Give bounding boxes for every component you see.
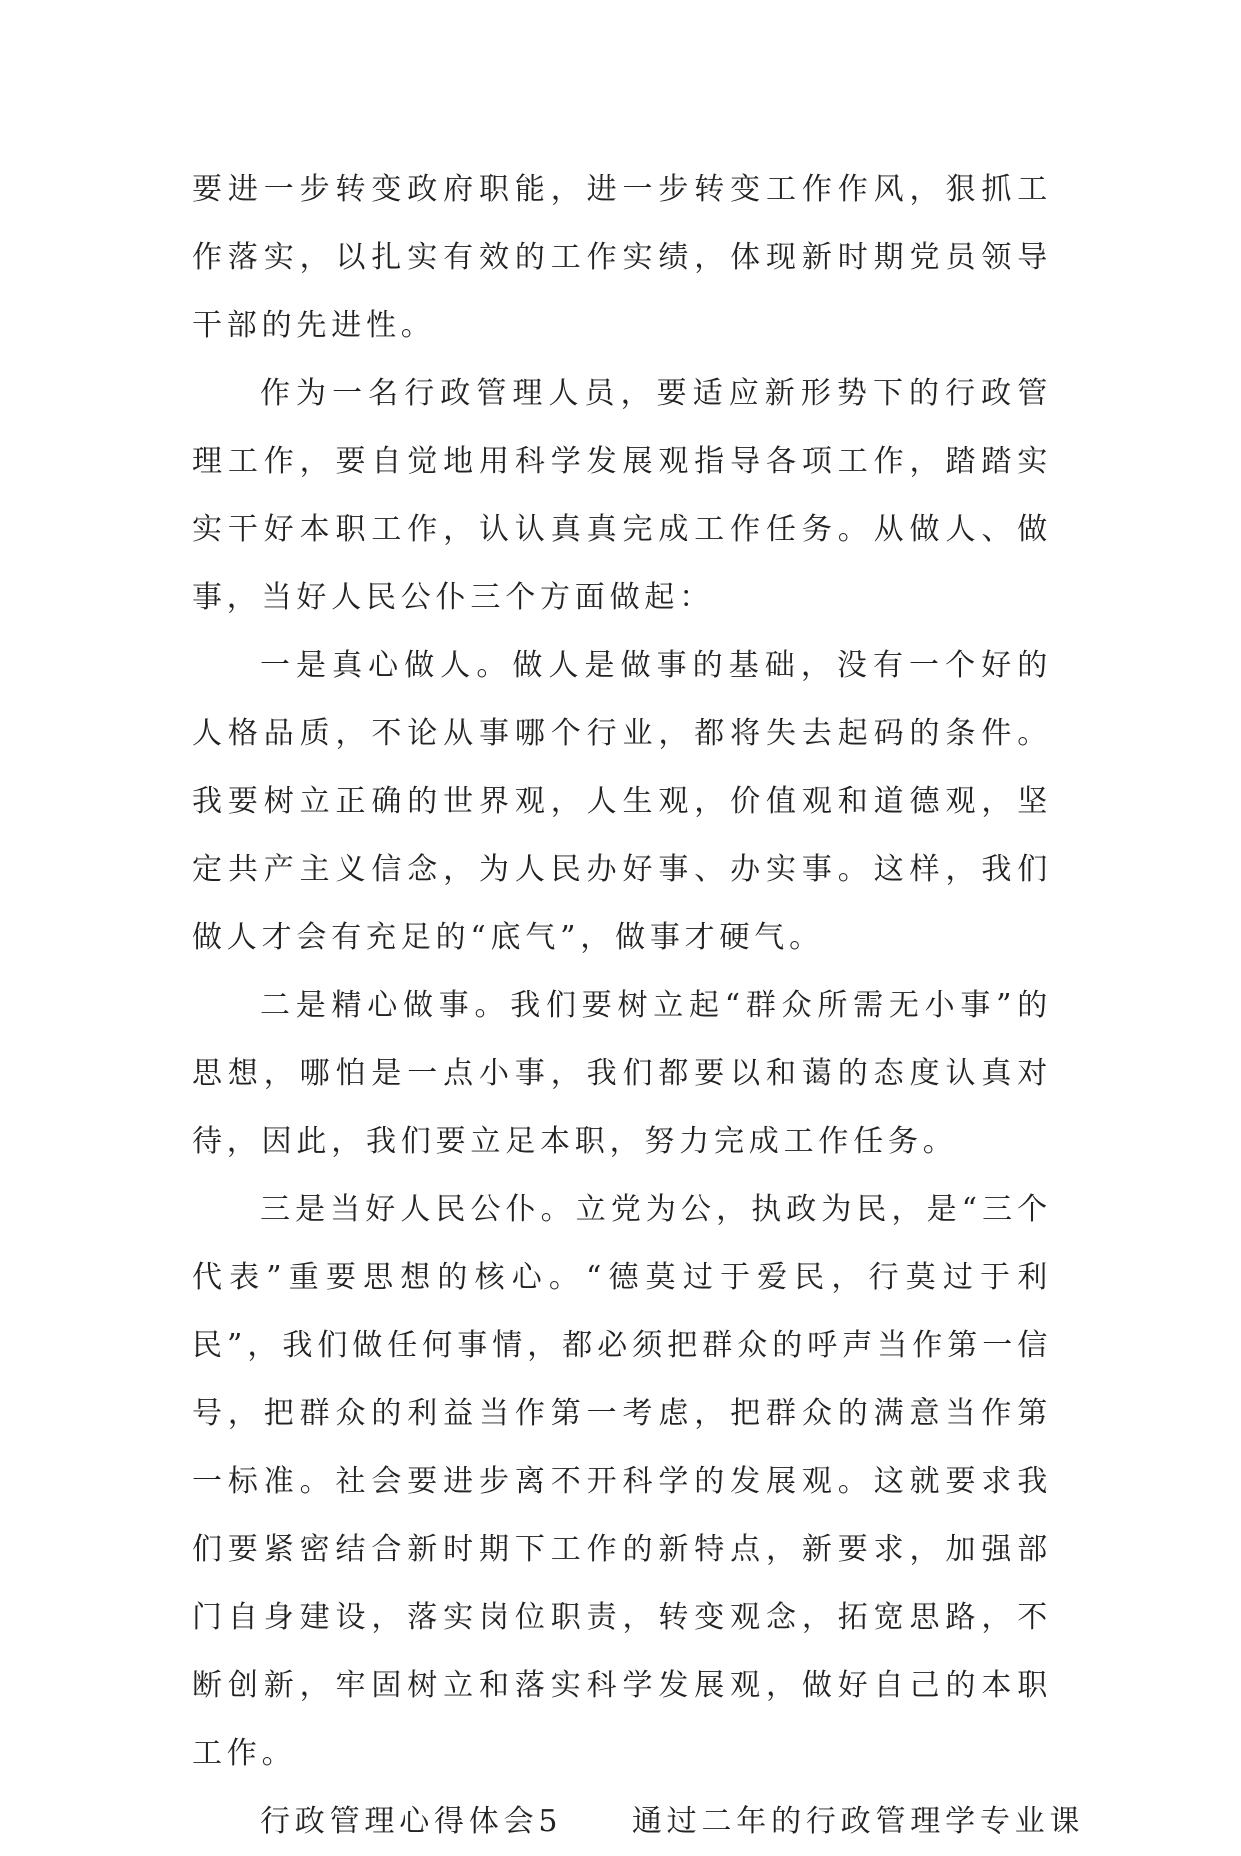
paragraph-point-two: 二是精心做事。我们要树立起“群众所需无小事”的思想，哪怕是一点小事，我们都要以和蔼的态度认真对待，因此，我们要立足本职，努力完成工作任务。 xyxy=(192,988,1052,1159)
paragraph-point-one: 一是真心做人。做人是做事的基础，没有一个好的人格品质，不论从事哪个行业，都将失去起码的条件。我要树立正确的世界观，人生观，价值观和道德观，坚定共产主义信念，为人民办好事、办实事。这样，我们做人才会有充足的“底气”，做事才硬气。 xyxy=(192,648,1052,955)
paragraph-role-statement: 作为一名行政管理人员，要适应新形势下的行政管理工作，要自觉地用科学发展观指导各项工作，踏踏实实干好本职工作，认认真真完成工作任务。从做人、做事，当好人民公仆三个方面做起： xyxy=(192,376,1052,615)
section-heading-line: 行政管理心得体会5 通过二年的行政管理学专业课 xyxy=(260,1804,1085,1839)
document-body xyxy=(192,156,1085,1856)
paragraph-point-three: 三是当好人民公仆。立党为公，执政为民，是“三个代表”重要思想的核心。“德莫过于爱民，行莫过于利民”，我们做任何事情，都必须把群众的呼声当作第一信号，把群众的利益当作第一考虑，把群众的满意当作第一标准。社会要进步离不开科学的发展观。这就要求我们要紧密结合新时期下工作的新特点，新要求，加强部门自身建设，落实岗位职责，转变观念，拓宽思路，不断创新，牢固树立和落实科学发展观，做好自己的本职工作。 xyxy=(192,1192,1052,1771)
paragraph-continued: 要进一步转变政府职能，进一步转变工作作风，狠抓工作落实，以扎实有效的工作实绩，体现新时期党员领导干部的先进性。 xyxy=(192,172,1052,343)
